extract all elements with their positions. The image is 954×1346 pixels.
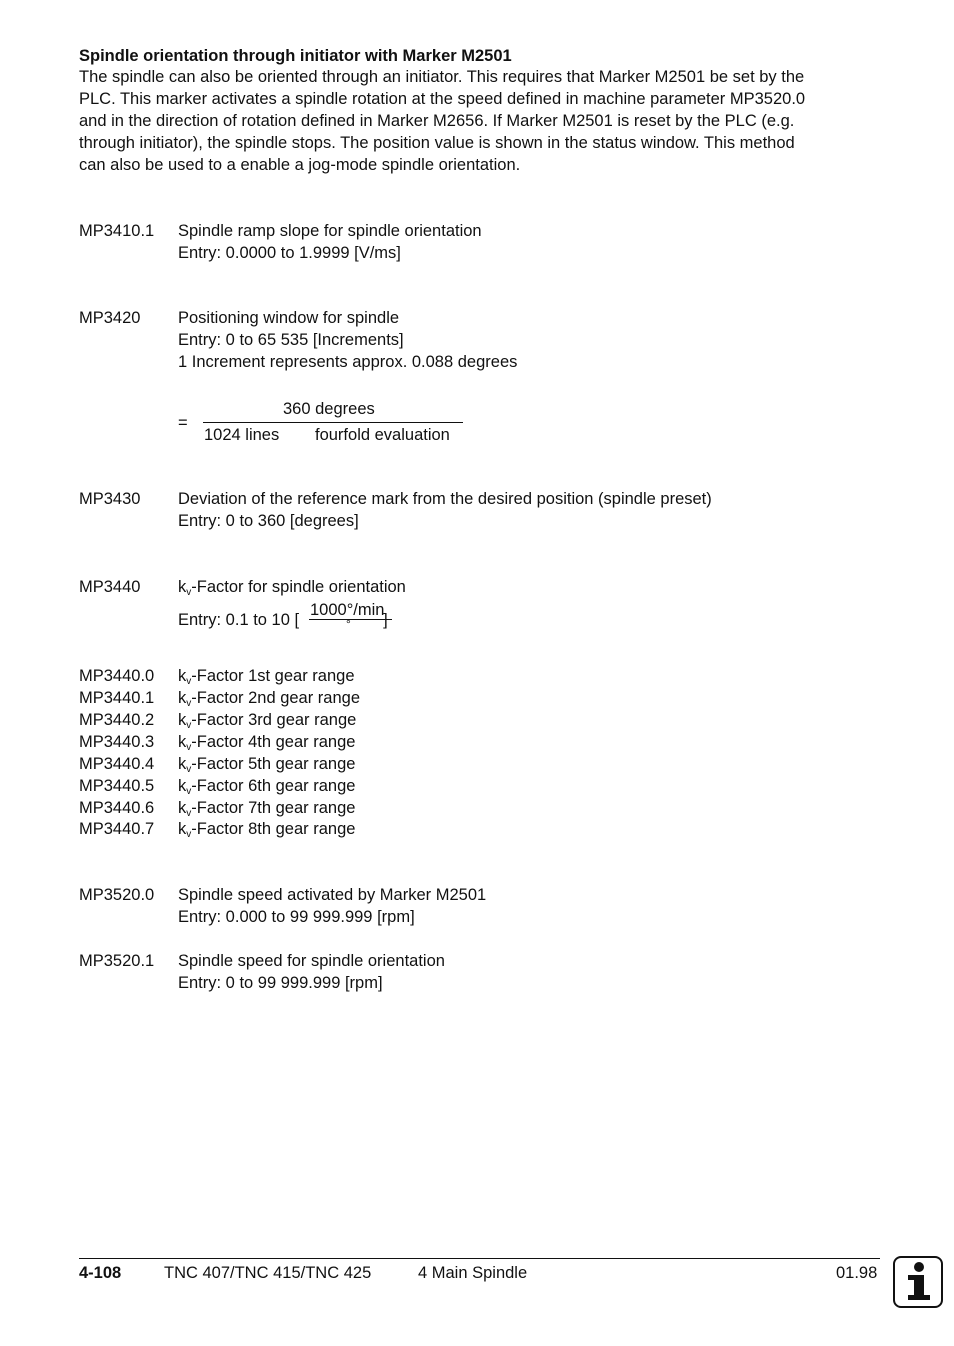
formula-denominator-right: fourfold evaluation: [315, 426, 450, 444]
gear-range-code: MP3440.7: [79, 820, 155, 838]
gear-range-code: MP3440.2: [79, 711, 155, 729]
unit-numerator: 1000°/min: [310, 601, 385, 619]
intro-line: can also be used to a enable a jog-mode spindle orientation.: [79, 156, 521, 174]
param-code-mp3440: MP3440: [79, 578, 141, 596]
param-title-mp3430: Deviation of the reference mark from the desired position (spindle preset): [178, 490, 712, 508]
param-code-mp3430: MP3430: [79, 490, 141, 508]
gear-range-label: $k_v$-Factor 7th gear range: [178, 799, 356, 819]
intro-paragraph: [79, 66, 879, 176]
gear-range-label: $k_v$-Factor 3rd gear range: [178, 711, 357, 731]
footer-chapter: 4 Main Spindle: [418, 1264, 528, 1282]
param-code-mp3410-1: MP3410.1: [79, 222, 155, 240]
param-code-mp3520-0: MP3520.0: [79, 886, 155, 904]
param-entry-mp3520-0: Entry: 0.000 to 99 999.999 [rpm]: [178, 908, 415, 926]
formula-fraction-line: [203, 422, 463, 423]
section-heading: Spindle orientation through initiator with Marker M2501: [79, 47, 512, 65]
formula-equals: =: [178, 414, 188, 432]
footer-date: 01.98: [836, 1264, 878, 1282]
entry-suffix: ]: [383, 611, 388, 629]
footer-rule: [79, 1258, 880, 1259]
unit-denominator: °: [346, 617, 351, 631]
gear-range-label: $k_v$-Factor 5th gear range: [178, 755, 356, 775]
gear-range-code: MP3440.0: [79, 667, 155, 685]
kv-symbol: k: [178, 578, 187, 596]
param-entry-mp3430: Entry: 0 to 360 [degrees]: [178, 512, 359, 530]
intro-line: PLC. This marker activates a spindle rotation at the speed defined in machine parameter MP3520.0: [79, 90, 806, 108]
formula-denominator-left: 1024 lines: [204, 426, 280, 444]
gear-range-code: MP3440.6: [79, 799, 155, 817]
param-entry-mp3420: Entry: 0 to 65 535 [Increments]: [178, 331, 404, 349]
intro-line: and in the direction of rotation defined in Marker M2656. If Marker M2501 is reset by the PLC (e.g.: [79, 112, 795, 130]
entry-prefix: Entry: 0.1 to 10 [: [178, 611, 300, 629]
param-entry-mp3520-1: Entry: 0 to 99 999.999 [rpm]: [178, 974, 383, 992]
footer-models: TNC 407/TNC 415/TNC 425: [164, 1264, 372, 1282]
param-note-mp3420: 1 Increment represents approx. 0.088 degrees: [178, 353, 518, 371]
kv-title-text: -Factor for spindle orientation: [191, 578, 406, 596]
gear-range-code: MP3440.4: [79, 755, 155, 773]
param-code-mp3520-1: MP3520.1: [79, 952, 155, 970]
footer-page-number: 4-108: [79, 1264, 122, 1282]
gear-range-code: MP3440.5: [79, 777, 155, 795]
gear-range-code: MP3440.3: [79, 733, 155, 751]
param-title-mp3420: Positioning window for spindle: [178, 309, 400, 327]
info-icon: [893, 1256, 943, 1308]
gear-range-label: $k_v$-Factor 4th gear range: [178, 733, 356, 753]
intro-line: through initiator), the spindle stops. The position value is shown in the status window. This method: [79, 134, 795, 152]
kv-subscript: v: [186, 587, 192, 598]
param-title-mp3520-1: Spindle speed for spindle orientation: [178, 952, 445, 970]
gear-range-label: $k_v$-Factor 6th gear range: [178, 777, 356, 797]
param-code-mp3420: MP3420: [79, 309, 141, 327]
param-title-mp3440: [178, 576, 406, 598]
formula-numerator: 360 degrees: [283, 400, 375, 418]
intro-line: The spindle can also be oriented through an initiator. This requires that Marker M2501 be set by the: [79, 68, 805, 86]
gear-range-code: MP3440.1: [79, 689, 155, 707]
gear-range-label: $k_v$-Factor 8th gear range: [178, 820, 356, 840]
gear-range-label: $k_v$-Factor 1st gear range: [178, 667, 355, 687]
gear-range-label: $k_v$-Factor 2nd gear range: [178, 689, 361, 709]
info-glyph-icon: [895, 1258, 941, 1306]
param-entry-mp3410-1: Entry: 0.0000 to 1.9999 [V/ms]: [178, 244, 401, 262]
param-title-mp3520-0: Spindle speed activated by Marker M2501: [178, 886, 487, 904]
param-title-mp3410-1: Spindle ramp slope for spindle orientation: [178, 222, 482, 240]
